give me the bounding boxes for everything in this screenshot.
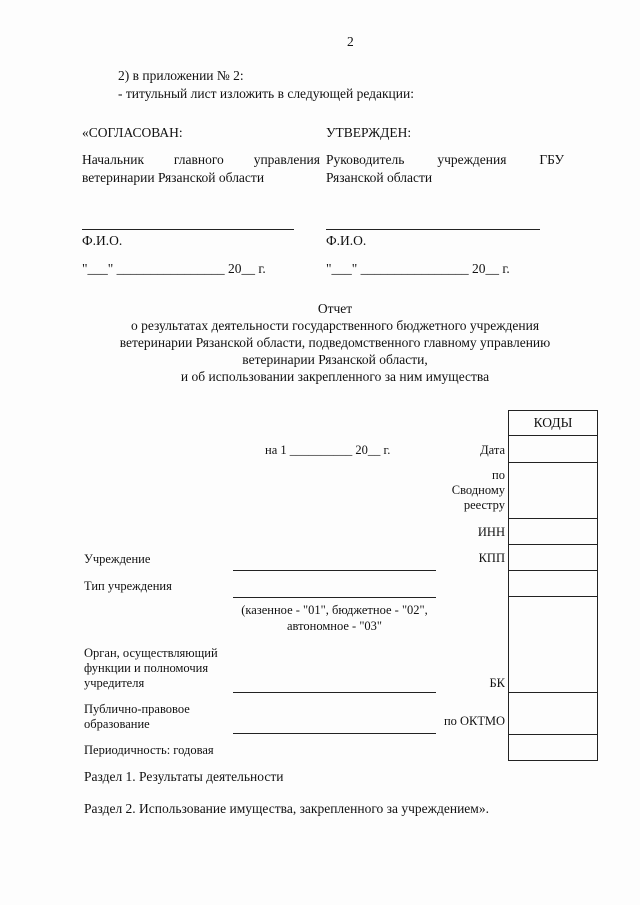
- report-subtitle-1: о результатах деятельности государственного бюджетного учреждения: [130, 318, 540, 333]
- label-bk: БК: [489, 676, 505, 690]
- codes-table: [508, 410, 598, 761]
- label-registry-1: по: [492, 468, 505, 482]
- label-kpp: КПП: [478, 551, 505, 565]
- approval-left-position-2: ветеринарии Рязанской области: [82, 170, 265, 185]
- approval-right-fio: Ф.И.О.: [326, 233, 367, 248]
- label-institution: Учреждение: [84, 552, 151, 566]
- approval-left-date: "___" ________________ 20__ г.: [82, 261, 266, 276]
- label-periodicity: Периодичность: годовая: [84, 743, 214, 757]
- approval-right-signature-line: [326, 229, 540, 230]
- code-cell-registry[interactable]: [509, 463, 598, 519]
- approval-right-date: "___" ________________ 20__ г.: [326, 261, 510, 276]
- code-cell-bk[interactable]: [509, 597, 598, 693]
- field-public-line: [233, 733, 436, 734]
- field-institution-type-line: [233, 597, 436, 598]
- approval-right-position-2: Рязанской области: [326, 170, 433, 185]
- report-subtitle-2: ветеринарии Рязанской области, подведомственного главному управлению: [119, 335, 551, 350]
- intro-line-2: - титульный лист изложить в следующей редакции:: [118, 86, 414, 101]
- approval-right-heading: УТВЕРЖДЕН:: [326, 125, 412, 140]
- field-organ-line: [233, 692, 436, 693]
- label-registry-3: реестру: [463, 498, 505, 512]
- label-institution-type: Тип учреждения: [84, 579, 172, 593]
- codes-header: КОДЫ: [509, 411, 598, 436]
- code-cell-oktmo[interactable]: [509, 693, 598, 735]
- label-public-1: Публично-правовое: [84, 702, 190, 716]
- label-inn: ИНН: [477, 525, 505, 539]
- report-title: Отчет: [317, 301, 353, 316]
- label-organ-3: учредителя: [84, 676, 145, 690]
- label-public-2: образование: [84, 717, 150, 731]
- approval-left-heading: «СОГЛАСОВАН:: [82, 125, 183, 140]
- label-oktmo: по ОКТМО: [443, 714, 505, 728]
- label-date: Дата: [480, 443, 505, 457]
- code-cell-inn[interactable]: [509, 519, 598, 545]
- section-1: Раздел 1. Результаты деятельности: [84, 769, 284, 784]
- approval-left-fio: Ф.И.О.: [82, 233, 123, 248]
- report-subtitle-3: ветеринарии Рязанской области,: [242, 352, 428, 367]
- intro-line-1: 2) в приложении № 2:: [118, 68, 244, 83]
- form-date-line: на 1 __________ 20__ г.: [265, 443, 391, 457]
- approval-left-signature-line: [82, 229, 294, 230]
- code-cell-kpp[interactable]: [509, 545, 598, 571]
- type-hint-2: автономное - "03": [286, 619, 383, 633]
- label-organ-2: функции и полномочия: [84, 661, 209, 675]
- label-organ-1: Орган, осуществляющий: [84, 646, 218, 660]
- code-cell-date[interactable]: [509, 436, 598, 463]
- page-number: 2: [347, 34, 354, 49]
- label-registry-2: Сводному: [451, 483, 505, 497]
- code-cell-periodicity[interactable]: [509, 735, 598, 761]
- code-cell-type[interactable]: [509, 571, 598, 597]
- report-subtitle-4: и об использовании закрепленного за ним имущества: [180, 369, 490, 384]
- field-institution-line: [233, 570, 436, 571]
- approval-left-position-1: Начальник главного управления: [82, 152, 320, 167]
- approval-right-position-1: Руководитель учреждения ГБУ: [326, 152, 564, 167]
- section-2: Раздел 2. Использование имущества, закрепленного за учреждением».: [84, 801, 489, 816]
- type-hint-1: (казенное - "01", бюджетное - "02",: [241, 603, 428, 617]
